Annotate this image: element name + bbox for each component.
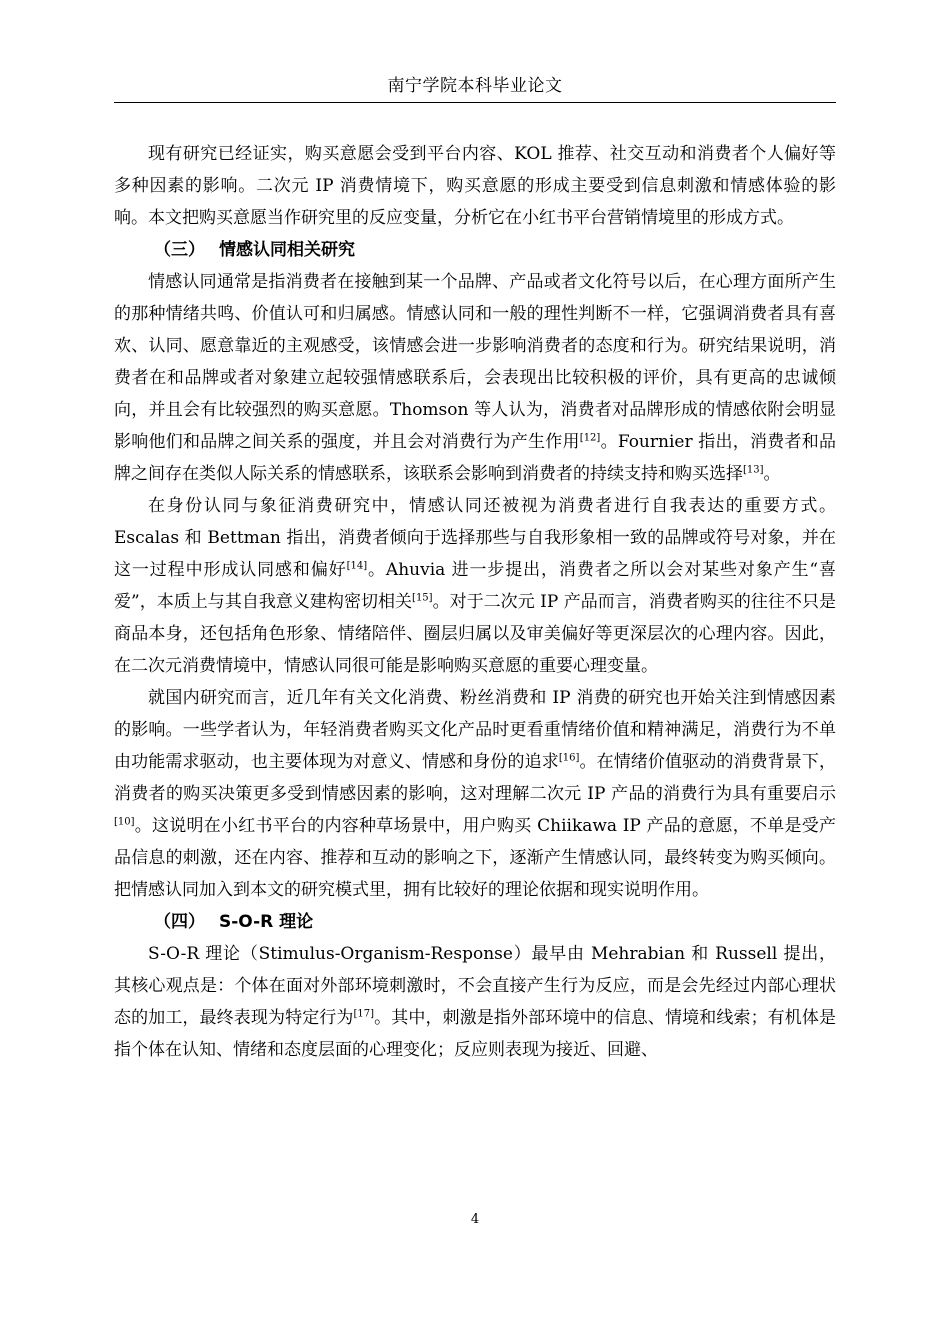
paragraph-sor-theory xyxy=(114,938,836,1066)
text-run: S-O-R 理论（Stimulus-Organism-Response）最早由 Mehrabian 和 Russell 提出，其核心观点是：个体在面对外部环境刺激时，不会直接产生行为反应，而是会先经过内部心理状态的加工，最终表现为特定行为 xyxy=(114,944,836,1028)
body-text xyxy=(114,138,836,1066)
citation-ref: [15] xyxy=(412,592,433,604)
text-run: 。Fournier 指出，消费者和品牌之间存在类似人际关系的情感联系，该联系会影响到消费者的持续支持和购买选择 xyxy=(114,432,836,484)
section-heading-emotional-identification xyxy=(114,234,836,266)
header-rule xyxy=(114,102,836,103)
section-number: （四） xyxy=(154,912,205,932)
text-run: 。对于二次元 IP 产品而言，消费者购买的往往不只是商品本身，还包括角色形象、情绪陪伴、圈层归属以及审美偏好等更深层次的心理内容。因此，在二次元消费情境中，情感认同很可能是影响购买意愿的重要心理变量。 xyxy=(114,592,836,676)
paragraph-emotional-identification xyxy=(114,266,836,490)
text-run: 就国内研究而言，近几年有关文化消费、粉丝消费和 IP 消费的研究也开始关注到情感因素的影响。一些学者认为，年轻消费者购买文化产品时更看重情绪价值和精神满足，消费行为不单由功能需求驱动，也主要体现为对意义、情感和身份的追求 xyxy=(114,688,836,772)
section-title: 情感认同相关研究 xyxy=(219,240,355,260)
paragraph-purchase-intention: 现有研究已经证实，购买意愿会受到平台内容、KOL 推荐、社交互动和消费者个人偏好等多种因素的影响。二次元 IP 消费情境下，购买意愿的形成主要受到信息刺激和情感体验的影响。本文把购买意愿当作研究里的反应变量，分析它在小红书平台营销情境里的形成方式。 xyxy=(114,144,836,228)
section-title: S-O-R 理论 xyxy=(219,912,314,932)
citation-ref: [12] xyxy=(579,432,601,444)
paragraph-domestic-research xyxy=(114,682,836,906)
running-header: 南宁学院本科毕业论文 xyxy=(387,76,563,96)
page-number: 4 xyxy=(470,1212,480,1227)
text-run: 在身份认同与象征消费研究中，情感认同还被视为消费者进行自我表达的重要方式。Escalas 和 Bettman 指出，消费者倾向于选择那些与自我形象相一致的品牌或符号对象，并在这一过程中形成认同感和偏好 xyxy=(114,496,836,580)
citation-ref: [10] xyxy=(114,816,135,828)
citation-ref: [17] xyxy=(353,1008,375,1020)
section-number: （三） xyxy=(154,240,205,260)
citation-ref: [16] xyxy=(558,752,580,764)
citation-ref: [13] xyxy=(743,464,764,476)
text-run: 情感认同通常是指消费者在接触到某一个品牌、产品或者文化符号以后，在心理方面所产生的那种情绪共鸣、价值认可和归属感。情感认同和一般的理性判断不一样，它强调消费者具有喜欢、认同、愿意靠近的主观感受，该情感会进一步影响消费者的态度和行为。研究结果说明，消费者在和品牌或者对象建立起较强情感联系后，会表现出比较积极的评价，具有更高的忠诚倾向，并且会有比较强烈的购买意愿。Thomson 等人认为，消费者对品牌形成的情感依附会明显影响他们和品牌之间关系的强度，并且会对消费行为产生作用 xyxy=(114,272,836,452)
citation-ref: [14] xyxy=(346,560,368,572)
paragraph-identity-symbolic-consumption xyxy=(114,490,836,682)
text-run: 。 xyxy=(763,464,781,484)
section-heading-sor-theory xyxy=(114,906,836,938)
text-run: 。其中，刺激是指外部环境中的信息、情境和线索；有机体是指个体在认知、情绪和态度层面的心理变化；反应则表现为接近、回避、 xyxy=(114,1008,837,1060)
text-run: 。Ahuvia 进一步提出，消费者之所以会对某些对象产生“喜爱”，本质上与其自我意义建构密切相关 xyxy=(114,560,837,612)
text-run: 。这说明在小红书平台的内容种草场景中，用户购买 Chiikawa IP 产品的意愿，不单是受产品信息的刺激，还在内容、推荐和互动的影响之下，逐渐产生情感认同，最终转变为购买倾向。把情感认同加入到本文的研究模式里，拥有比较好的理论依据和现实说明作用。 xyxy=(114,816,836,900)
text-run: 。在情绪价值驱动的消费背景下，消费者的购买决策更多受到情感因素的影响，这对理解二次元 IP 产品的消费行为具有重要启示 xyxy=(114,752,837,804)
